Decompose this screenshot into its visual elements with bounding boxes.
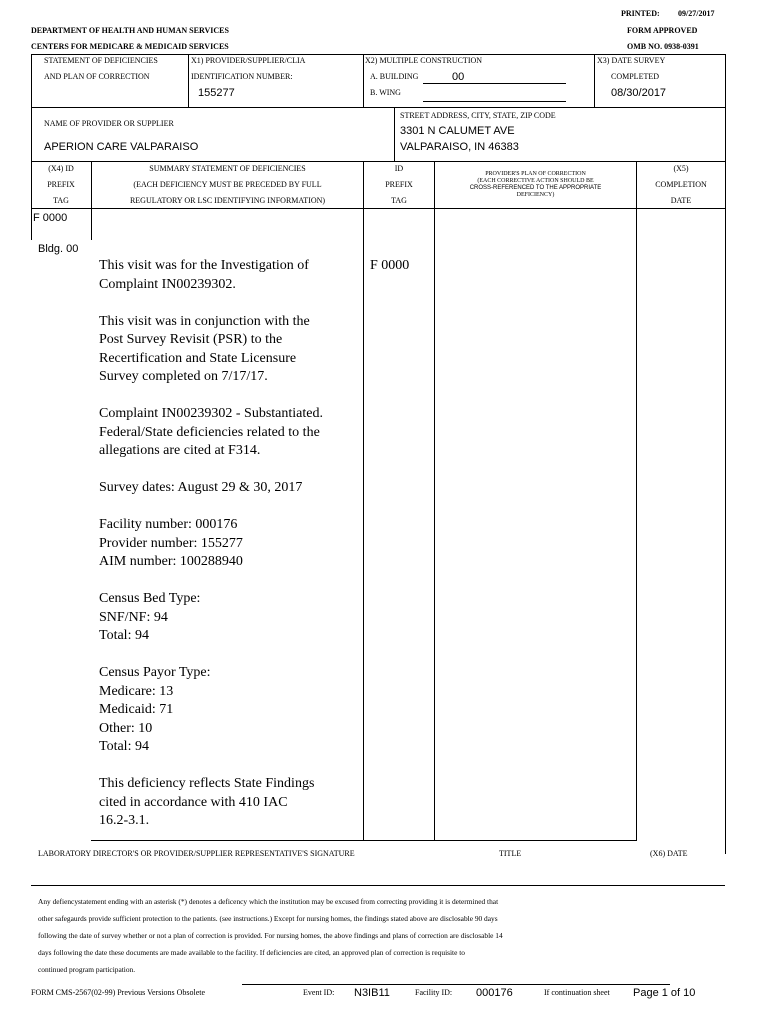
summary-line xyxy=(99,498,361,517)
summary-header-2: (EACH DEFICIENCY MUST BE PRECEDED BY FULL xyxy=(133,180,322,189)
summary-line: Other: 10 xyxy=(99,720,153,736)
survey-date-value: 08/30/2017 xyxy=(611,87,667,99)
provider-id-value: 155277 xyxy=(198,87,235,99)
wing-label: B. WING xyxy=(370,88,401,97)
event-id-value: N3IB11 xyxy=(354,987,390,999)
building-value: 00 xyxy=(452,71,465,83)
x4-header-3: TAG xyxy=(53,196,69,205)
x3-label-1: X3) DATE SURVEY xyxy=(597,56,666,65)
x4-header-1: (X4) ID xyxy=(48,164,74,173)
summary-line xyxy=(99,461,361,480)
summary-line: Facility number: 000176 xyxy=(99,517,238,532)
summary-line: allegations are cited at F314. xyxy=(99,443,261,458)
provider-name-value: APERION CARE VALPARAISO xyxy=(44,141,199,153)
summary-line: Complaint IN00239302. xyxy=(99,276,236,292)
id-header-1: ID xyxy=(394,164,404,173)
disclaimer-line: continued program participation. xyxy=(38,965,136,974)
disclaimer-line: days following the date these documents are made available to the facility. If deficiencies are cited, an approved plan of correction is requisite to xyxy=(38,948,465,957)
x4-header-2: PREFIX xyxy=(47,180,75,189)
form-approved: FORM APPROVED xyxy=(627,26,698,35)
id-header-2: PREFIX xyxy=(385,180,413,189)
printed-date: 09/27/2017 xyxy=(678,9,715,18)
summary-line: This visit was for the Investigation of xyxy=(99,258,309,273)
x2-label: X2) MULTIPLE CONSTRUCTION xyxy=(365,56,483,65)
event-id-label: Event ID: xyxy=(303,988,335,997)
summary-line xyxy=(99,294,361,313)
disclaimer-line: Any defiencystatement ending with an asterisk (*) denotes a deficency which the institution may be excused from correcting providing it is determined that xyxy=(38,897,499,906)
disclaimer xyxy=(38,893,718,978)
x5-header-1: (X5) xyxy=(673,164,689,173)
address-line-1: 3301 N CALUMET AVE xyxy=(400,125,515,137)
x1-label-1: X1) PROVIDER/SUPPLIER/CLIA xyxy=(191,56,306,65)
plan-header-1: PROVIDER'S PLAN OF CORRECTION xyxy=(485,171,586,177)
provider-name-label: NAME OF PROVIDER OR SUPPLIER xyxy=(44,119,174,128)
printed-label: PRINTED: xyxy=(621,9,660,18)
summary-line: Post Survey Revisit (PSR) to the xyxy=(99,332,283,347)
disclaimer-line: other safegaurds provide sufficient protection to the patients. (see instructions.) Except for nursing homes, the findings stated above are disclosable 90 days xyxy=(38,914,498,923)
summary-line xyxy=(99,387,361,406)
centers-title: CENTERS FOR MEDICARE & MEDICAID SERVICES xyxy=(31,42,229,51)
page-number: Page 1 of 10 xyxy=(633,987,696,999)
department-title: DEPARTMENT OF HEALTH AND HUMAN SERVICES xyxy=(31,26,229,35)
summary-line: This deficiency reflects State Findings xyxy=(99,776,315,791)
x3-label-2: COMPLETED xyxy=(611,72,659,81)
summary-line: SNF/NF: 94 xyxy=(99,609,168,625)
summary-line: Medicare: 13 xyxy=(99,683,174,699)
tag-left: F 0000 xyxy=(33,212,68,224)
facility-id-value: 000176 xyxy=(476,987,513,999)
x6-date-label: (X6) DATE xyxy=(650,849,688,858)
summary-line: AIM number: 100288940 xyxy=(99,554,243,569)
continuation-label: If continuation sheet xyxy=(544,988,610,997)
address-label: STREET ADDRESS, CITY, STATE, ZIP CODE xyxy=(400,111,556,120)
summary-statement xyxy=(99,257,361,831)
facility-id-label: Facility ID: xyxy=(415,988,453,997)
plan-header-4: DEFICIENCY) xyxy=(516,192,555,198)
summary-header-3: REGULATORY OR LSC IDENTIFYING INFORMATION) xyxy=(129,196,326,205)
plan-header-2: (EACH CORRECTIVE ACTION SHOULD BE xyxy=(477,178,594,184)
summary-line: Survey completed on 7/17/17. xyxy=(99,369,268,384)
summary-line xyxy=(99,572,361,591)
address-line-2: VALPARAISO, IN 46383 xyxy=(400,141,519,153)
form-number: FORM CMS-2567(02-99) Previous Versions Obsolete xyxy=(31,988,206,997)
summary-line: Provider number: 155277 xyxy=(99,535,243,551)
summary-line: Recertification and State Licensure xyxy=(99,350,297,366)
building-label: A. BUILDING xyxy=(370,72,419,81)
summary-line: Federal/State deficiencies related to the xyxy=(99,424,320,440)
summary-line: 16.2-3.1. xyxy=(99,813,150,828)
omb-number: OMB NO. 0938-0391 xyxy=(627,42,699,51)
summary-line: Census Bed Type: xyxy=(99,591,201,606)
disclaimer-line: following the date of survey whether or not a plan of correction is provided. For nursing homes, the above findings and plans of correction are disclosable 14 xyxy=(38,931,503,940)
summary-line: Medicaid: 71 xyxy=(99,702,174,717)
id-header-3: TAG xyxy=(391,196,407,205)
signature-label: LABORATORY DIRECTOR'S OR PROVIDER/SUPPLIER REPRESENTATIVE'S SIGNATURE xyxy=(38,849,355,858)
building-tag: Bldg. 00 xyxy=(38,243,79,255)
x5-header-2: COMPLETION xyxy=(655,180,707,189)
summary-line: This visit was in conjunction with the xyxy=(99,313,310,329)
title-label: TITLE xyxy=(499,849,522,858)
tag-right: F 0000 xyxy=(370,258,410,273)
x5-header-3: DATE xyxy=(670,196,692,205)
summary-line xyxy=(99,646,361,665)
plan-header-3: CROSS-REFERENCED TO THE APPROPRIATE xyxy=(469,185,602,191)
summary-line: Total: 94 xyxy=(99,628,149,643)
summary-line: Complaint IN00239302 - Substantiated. xyxy=(99,406,323,421)
summary-header-1: SUMMARY STATEMENT OF DEFICIENCIES xyxy=(149,164,306,173)
summary-line: cited in accordance with 410 IAC xyxy=(99,794,288,810)
summary-line: Census Payor Type: xyxy=(99,665,211,680)
x1-label-2: IDENTIFICATION NUMBER: xyxy=(191,72,293,81)
summary-line: Total: 94 xyxy=(99,739,149,754)
summary-line: Survey dates: August 29 & 30, 2017 xyxy=(99,480,303,495)
summary-line xyxy=(99,757,361,776)
statement-label-2: AND PLAN OF CORRECTION xyxy=(44,72,150,81)
statement-label-1: STATEMENT OF DEFICIENCIES xyxy=(44,56,158,65)
